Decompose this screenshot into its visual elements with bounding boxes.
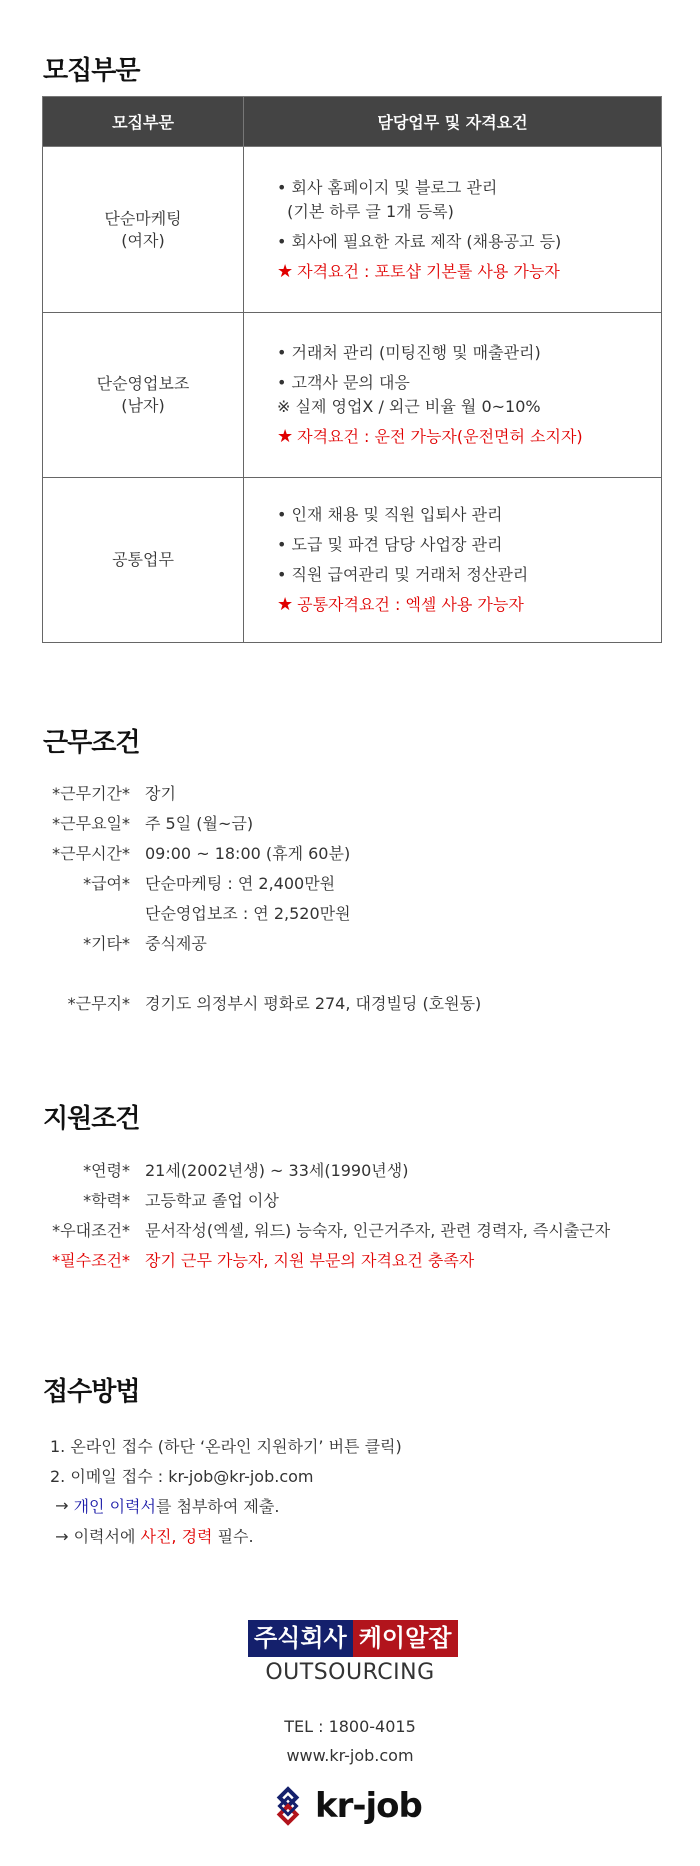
- etc-row: [43, 927, 481, 957]
- category-name: 단순마케팅: [104, 208, 182, 228]
- salary-value-1: 단순마케팅 : 연 2,400만원: [145, 873, 336, 893]
- duty-item: (기본 하루 글 1개 등록): [277, 201, 454, 221]
- table-row: [43, 478, 662, 643]
- resume-highlight: 개인 이력서: [73, 1496, 156, 1516]
- location-row: [43, 987, 481, 1017]
- salary-row-2: [43, 897, 481, 927]
- company-type: 주식회사: [248, 1620, 353, 1657]
- age-row: [43, 1154, 610, 1184]
- duty-cell: [244, 478, 662, 643]
- receipt-line-online: 1. 온라인 접수 (하단 ‘온라인 지원하기’ 버튼 클릭): [50, 1436, 402, 1456]
- must-label: *필수조건*: [52, 1250, 130, 1270]
- table-row: [43, 313, 662, 478]
- category-name: 단순영업보조: [96, 374, 190, 393]
- age-label: *연령*: [83, 1160, 130, 1180]
- work-conditions: [43, 777, 481, 1017]
- duty-item: • 회사 홈페이지 및 블로그 관리: [277, 177, 498, 197]
- duty-item: • 거래처 관리 (미팅진행 및 매출관리): [277, 343, 541, 362]
- category-gender: (여자): [121, 230, 165, 250]
- pref-row: [43, 1214, 610, 1244]
- age-value: 21세(2002년생) ~ 33세(1990년생): [145, 1160, 409, 1180]
- work-period-row: [43, 777, 481, 807]
- requirement-line: [277, 594, 661, 616]
- receipt-line-attach: [50, 1490, 402, 1520]
- work-hours-value: 09:00 ~ 18:00 (휴게 60분): [145, 843, 351, 863]
- duty-item: ※ 실제 영업X / 외근 비율 월 0~10%: [277, 397, 541, 416]
- receipt-list: [50, 1430, 402, 1550]
- arrow-text: →: [50, 1495, 74, 1515]
- requirement-line: [277, 426, 661, 448]
- duty-item: • 고객사 문의 대응: [277, 373, 410, 392]
- location-label: *근무지*: [67, 993, 130, 1013]
- requirement-text: 자격요건 : 포토샵 기본툴 사용 가능자: [297, 261, 560, 281]
- work-period-label: *근무기간*: [52, 783, 130, 803]
- category-cell: [43, 313, 244, 478]
- receipt-line-email: 2. 이메일 접수 : kr-job@kr-job.com: [50, 1466, 314, 1486]
- duty-cell: [244, 147, 662, 313]
- kr-job-logo-icon: [267, 1785, 309, 1827]
- category-cell: [43, 147, 244, 313]
- etc-value: 중식제공: [145, 933, 207, 953]
- company-tel: TEL : 1800-4015: [284, 1717, 416, 1736]
- kr-job-logo: [267, 1785, 422, 1827]
- company-website[interactable]: www.kr-job.com: [286, 1746, 414, 1765]
- outsourcing-label: OUTSOURCING: [265, 1660, 435, 1685]
- work-hours-label: *근무시간*: [52, 843, 130, 863]
- duty-item: • 회사에 필요한 자료 제작 (채용공고 등): [277, 231, 562, 251]
- duty-item: • 직원 급여관리 및 거래처 정산관리: [277, 565, 529, 584]
- header-category: 모집부문: [43, 97, 244, 147]
- duty-item: • 도급 및 파견 담당 사업장 관리: [277, 535, 503, 554]
- star-icon: ★: [277, 426, 294, 447]
- pref-label: *우대조건*: [52, 1220, 130, 1240]
- pref-value: 문서작성(엑셀, 워드) 능숙자, 인근거주자, 관련 경력자, 즉시출근자: [145, 1220, 611, 1240]
- table-row: [43, 147, 662, 313]
- receipt-title: 접수방법: [43, 1377, 140, 1407]
- work-days-row: [43, 807, 481, 837]
- edu-row: [43, 1184, 610, 1214]
- work-days-label: *근무요일*: [52, 813, 130, 833]
- apply-conditions: [43, 1154, 610, 1274]
- recruit-table: [42, 96, 662, 643]
- star-icon: ★: [277, 260, 294, 282]
- arrow-text: → 이력서에: [50, 1526, 141, 1546]
- work-period-value: 장기: [145, 783, 176, 803]
- category-gender: (남자): [121, 396, 165, 415]
- star-icon: ★: [277, 594, 294, 615]
- recruit-title: 모집부문: [43, 56, 140, 86]
- requirement-text: 자격요건 : 운전 가능자(운전면허 소지자): [297, 427, 583, 446]
- salary-label: *급여*: [83, 873, 130, 893]
- work-title: 근무조건: [43, 728, 140, 758]
- work-hours-row: [43, 837, 481, 867]
- logo-text: kr-job: [315, 1786, 422, 1826]
- apply-cond-title: 지원조건: [43, 1104, 140, 1134]
- table-header-row: [43, 97, 662, 147]
- company-badge: [248, 1620, 458, 1657]
- duty-cell: [244, 313, 662, 478]
- attach-text: 를 첨부하여 제출.: [155, 1496, 280, 1516]
- requirement-line: [277, 261, 661, 283]
- category-cell: [43, 478, 244, 643]
- salary-row: [43, 867, 481, 897]
- edu-value: 고등학교 졸업 이상: [145, 1190, 279, 1210]
- work-days-value: 주 5일 (월~금): [145, 813, 254, 833]
- must-row: [43, 1244, 610, 1274]
- salary-value-2: 단순영업보조 : 연 2,520만원: [145, 903, 351, 923]
- location-value: 경기도 의정부시 평화로 274, 대경빌딩 (호원동): [145, 993, 482, 1013]
- duty-item: • 인재 채용 및 직원 입퇴사 관리: [277, 505, 503, 524]
- header-duties: 담당업무 및 자격요건: [244, 97, 662, 147]
- must-value: 장기 근무 가능자, 지원 부문의 자격요건 충족자: [145, 1250, 475, 1270]
- category-name: 공통업무: [112, 550, 174, 569]
- edu-label: *학력*: [83, 1190, 130, 1210]
- etc-label: *기타*: [83, 933, 130, 953]
- photo-career-highlight: 사진, 경력: [140, 1526, 213, 1546]
- receipt-line-required: [50, 1520, 402, 1550]
- company-name: 케이알잡: [353, 1620, 458, 1657]
- required-text: 필수.: [212, 1526, 254, 1546]
- requirement-text: 공통자격요건 : 엑셀 사용 가능자: [297, 595, 524, 614]
